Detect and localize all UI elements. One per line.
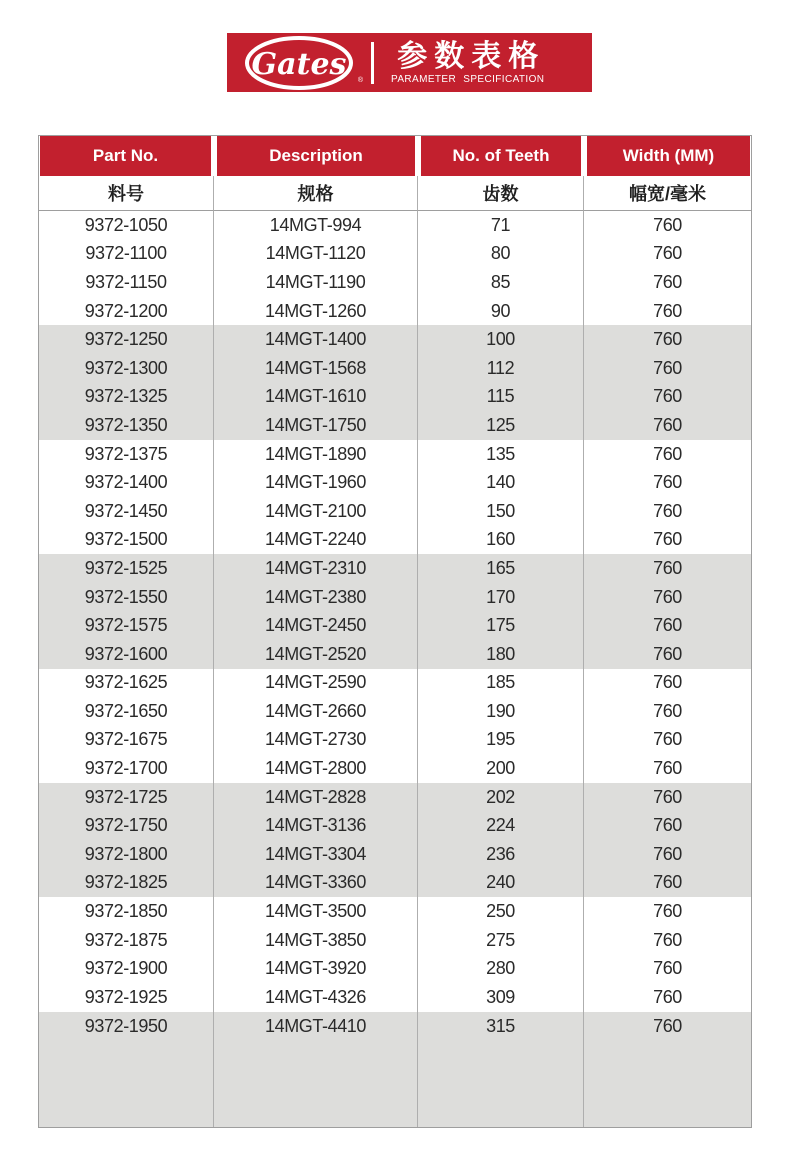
table-cell: 14MGT-3500 xyxy=(214,897,418,926)
column-header-width-label: Width (MM) xyxy=(587,136,750,176)
column-subheader-teeth-cn: 齿数 xyxy=(418,176,584,211)
table-cell: 9372-1450 xyxy=(39,497,214,526)
table-cell: 760 xyxy=(584,583,751,612)
table-cell: 9372-1925 xyxy=(39,983,214,1012)
table-cell: 80 xyxy=(418,240,584,269)
table-cell: 9372-1575 xyxy=(39,611,214,640)
table-cell: 760 xyxy=(584,783,751,812)
table-cell: 9372-1675 xyxy=(39,726,214,755)
table-cell: 14MGT-994 xyxy=(214,211,418,240)
table-cell: 14MGT-1750 xyxy=(214,411,418,440)
table-cell: 760 xyxy=(584,926,751,955)
table-cell: 760 xyxy=(584,297,751,326)
brand-banner xyxy=(227,33,592,92)
spec-table xyxy=(38,135,752,1128)
table-cell: 275 xyxy=(418,926,584,955)
table-cell: 280 xyxy=(418,954,584,983)
table-cell: 760 xyxy=(584,383,751,412)
table-cell: 760 xyxy=(584,869,751,898)
table-cell: 9372-1250 xyxy=(39,325,214,354)
column-subheader-width-cn: 幅宽/毫米 xyxy=(584,176,751,211)
table-cell: 315 xyxy=(418,1012,584,1127)
table-cell: 14MGT-4326 xyxy=(214,983,418,1012)
table-cell: 760 xyxy=(584,354,751,383)
table-cell: 9372-1050 xyxy=(39,211,214,240)
table-cell: 760 xyxy=(584,325,751,354)
table-cell: 760 xyxy=(584,526,751,555)
table-cell: 250 xyxy=(418,897,584,926)
table-cell: 760 xyxy=(584,640,751,669)
table-cell: 9372-1825 xyxy=(39,869,214,898)
table-cell: 14MGT-2310 xyxy=(214,554,418,583)
table-cell: 14MGT-2828 xyxy=(214,783,418,812)
banner-title-cn: 参数表格 xyxy=(397,39,546,73)
table-cell: 14MGT-2730 xyxy=(214,726,418,755)
table-cell: 14MGT-2590 xyxy=(214,669,418,698)
table-cell: 224 xyxy=(418,811,584,840)
table-cell: 165 xyxy=(418,554,584,583)
banner-title-en: PARAMETER SPECIFICATION xyxy=(391,73,545,85)
table-cell: 175 xyxy=(418,611,584,640)
table-cell: 14MGT-1890 xyxy=(214,440,418,469)
table-cell: 14MGT-3360 xyxy=(214,869,418,898)
table-cell: 9372-1700 xyxy=(39,754,214,783)
column-header-part-no-label: Part No. xyxy=(40,136,211,176)
table-cell: 185 xyxy=(418,669,584,698)
table-cell: 14MGT-3920 xyxy=(214,954,418,983)
table-cell: 100 xyxy=(418,325,584,354)
table-cell: 9372-1200 xyxy=(39,297,214,326)
table-cell: 760 xyxy=(584,983,751,1012)
table-cell: 9372-1800 xyxy=(39,840,214,869)
table-cell: 14MGT-2240 xyxy=(214,526,418,555)
table-cell: 190 xyxy=(418,697,584,726)
table-cell: 309 xyxy=(418,983,584,1012)
table-cell: 14MGT-4410 xyxy=(214,1012,418,1127)
column-header-teeth-label: No. of Teeth xyxy=(421,136,581,176)
table-cell: 9372-1600 xyxy=(39,640,214,669)
table-cell: 90 xyxy=(418,297,584,326)
table-cell: 14MGT-2100 xyxy=(214,497,418,526)
table-cell: 14MGT-1400 xyxy=(214,325,418,354)
table-cell: 135 xyxy=(418,440,584,469)
table-cell: 115 xyxy=(418,383,584,412)
banner-divider xyxy=(371,42,374,84)
table-cell: 200 xyxy=(418,754,584,783)
table-cell: 9372-1500 xyxy=(39,526,214,555)
table-cell: 14MGT-2520 xyxy=(214,640,418,669)
table-cell: 160 xyxy=(418,526,584,555)
table-cell: 14MGT-2800 xyxy=(214,754,418,783)
table-cell: 9372-1375 xyxy=(39,440,214,469)
table-cell: 9372-1150 xyxy=(39,268,214,297)
table-cell: 195 xyxy=(418,726,584,755)
table-cell: 9372-1725 xyxy=(39,783,214,812)
table-cell: 9372-1100 xyxy=(39,240,214,269)
table-cell: 760 xyxy=(584,1012,751,1127)
table-cell: 9372-1900 xyxy=(39,954,214,983)
table-cell: 760 xyxy=(584,411,751,440)
table-cell: 9372-1875 xyxy=(39,926,214,955)
table-cell: 14MGT-1120 xyxy=(214,240,418,269)
table-cell: 760 xyxy=(584,240,751,269)
table-cell: 236 xyxy=(418,840,584,869)
table-cell: 760 xyxy=(584,211,751,240)
table-cell: 14MGT-2660 xyxy=(214,697,418,726)
table-cell: 240 xyxy=(418,869,584,898)
table-cell: 9372-1625 xyxy=(39,669,214,698)
banner-titles xyxy=(391,41,544,85)
table-cell: 150 xyxy=(418,497,584,526)
table-cell: 9372-1850 xyxy=(39,897,214,926)
table-cell: 760 xyxy=(584,669,751,698)
table-cell: 14MGT-1610 xyxy=(214,383,418,412)
column-header-teeth xyxy=(418,136,584,176)
table-cell: 14MGT-2450 xyxy=(214,611,418,640)
table-cell: 14MGT-2380 xyxy=(214,583,418,612)
table-cell: 125 xyxy=(418,411,584,440)
table-cell: 9372-1550 xyxy=(39,583,214,612)
table-cell: 760 xyxy=(584,440,751,469)
table-cell: 760 xyxy=(584,268,751,297)
table-cell: 760 xyxy=(584,468,751,497)
table-cell: 760 xyxy=(584,697,751,726)
table-cell: 112 xyxy=(418,354,584,383)
table-cell: 140 xyxy=(418,468,584,497)
column-header-width xyxy=(584,136,751,176)
table-cell: 85 xyxy=(418,268,584,297)
table-cell: 71 xyxy=(418,211,584,240)
table-cell: 9372-1350 xyxy=(39,411,214,440)
table-cell: 14MGT-1960 xyxy=(214,468,418,497)
table-cell: 9372-1525 xyxy=(39,554,214,583)
table-cell: 760 xyxy=(584,811,751,840)
gates-logo-oval xyxy=(243,35,359,91)
table-cell: 760 xyxy=(584,497,751,526)
table-cell: 14MGT-1260 xyxy=(214,297,418,326)
table-cell: 9372-1750 xyxy=(39,811,214,840)
table-cell: 14MGT-1568 xyxy=(214,354,418,383)
table-cell: 760 xyxy=(584,726,751,755)
table-cell: 760 xyxy=(584,754,751,783)
table-cell: 760 xyxy=(584,954,751,983)
table-cell: 9372-1325 xyxy=(39,383,214,412)
table-cell: 170 xyxy=(418,583,584,612)
column-subheader-part-no-cn: 料号 xyxy=(39,176,214,211)
table-cell: 14MGT-1190 xyxy=(214,268,418,297)
table-cell: 14MGT-3850 xyxy=(214,926,418,955)
gates-logo xyxy=(243,35,363,91)
registered-trademark-icon: ® xyxy=(357,76,363,84)
gates-logo-text: Gates xyxy=(251,46,347,82)
table-cell: 14MGT-3136 xyxy=(214,811,418,840)
table-cell: 9372-1950 xyxy=(39,1012,214,1127)
column-subheader-description-cn: 规格 xyxy=(214,176,418,211)
table-cell: 760 xyxy=(584,611,751,640)
column-header-description xyxy=(214,136,418,176)
table-cell: 9372-1400 xyxy=(39,468,214,497)
column-header-description-label: Description xyxy=(217,136,415,176)
table-cell: 760 xyxy=(584,554,751,583)
table-cell: 202 xyxy=(418,783,584,812)
table-cell: 9372-1650 xyxy=(39,697,214,726)
column-header-part-no xyxy=(39,136,214,176)
table-cell: 180 xyxy=(418,640,584,669)
table-cell: 760 xyxy=(584,840,751,869)
table-cell: 9372-1300 xyxy=(39,354,214,383)
table-cell: 14MGT-3304 xyxy=(214,840,418,869)
table-cell: 760 xyxy=(584,897,751,926)
